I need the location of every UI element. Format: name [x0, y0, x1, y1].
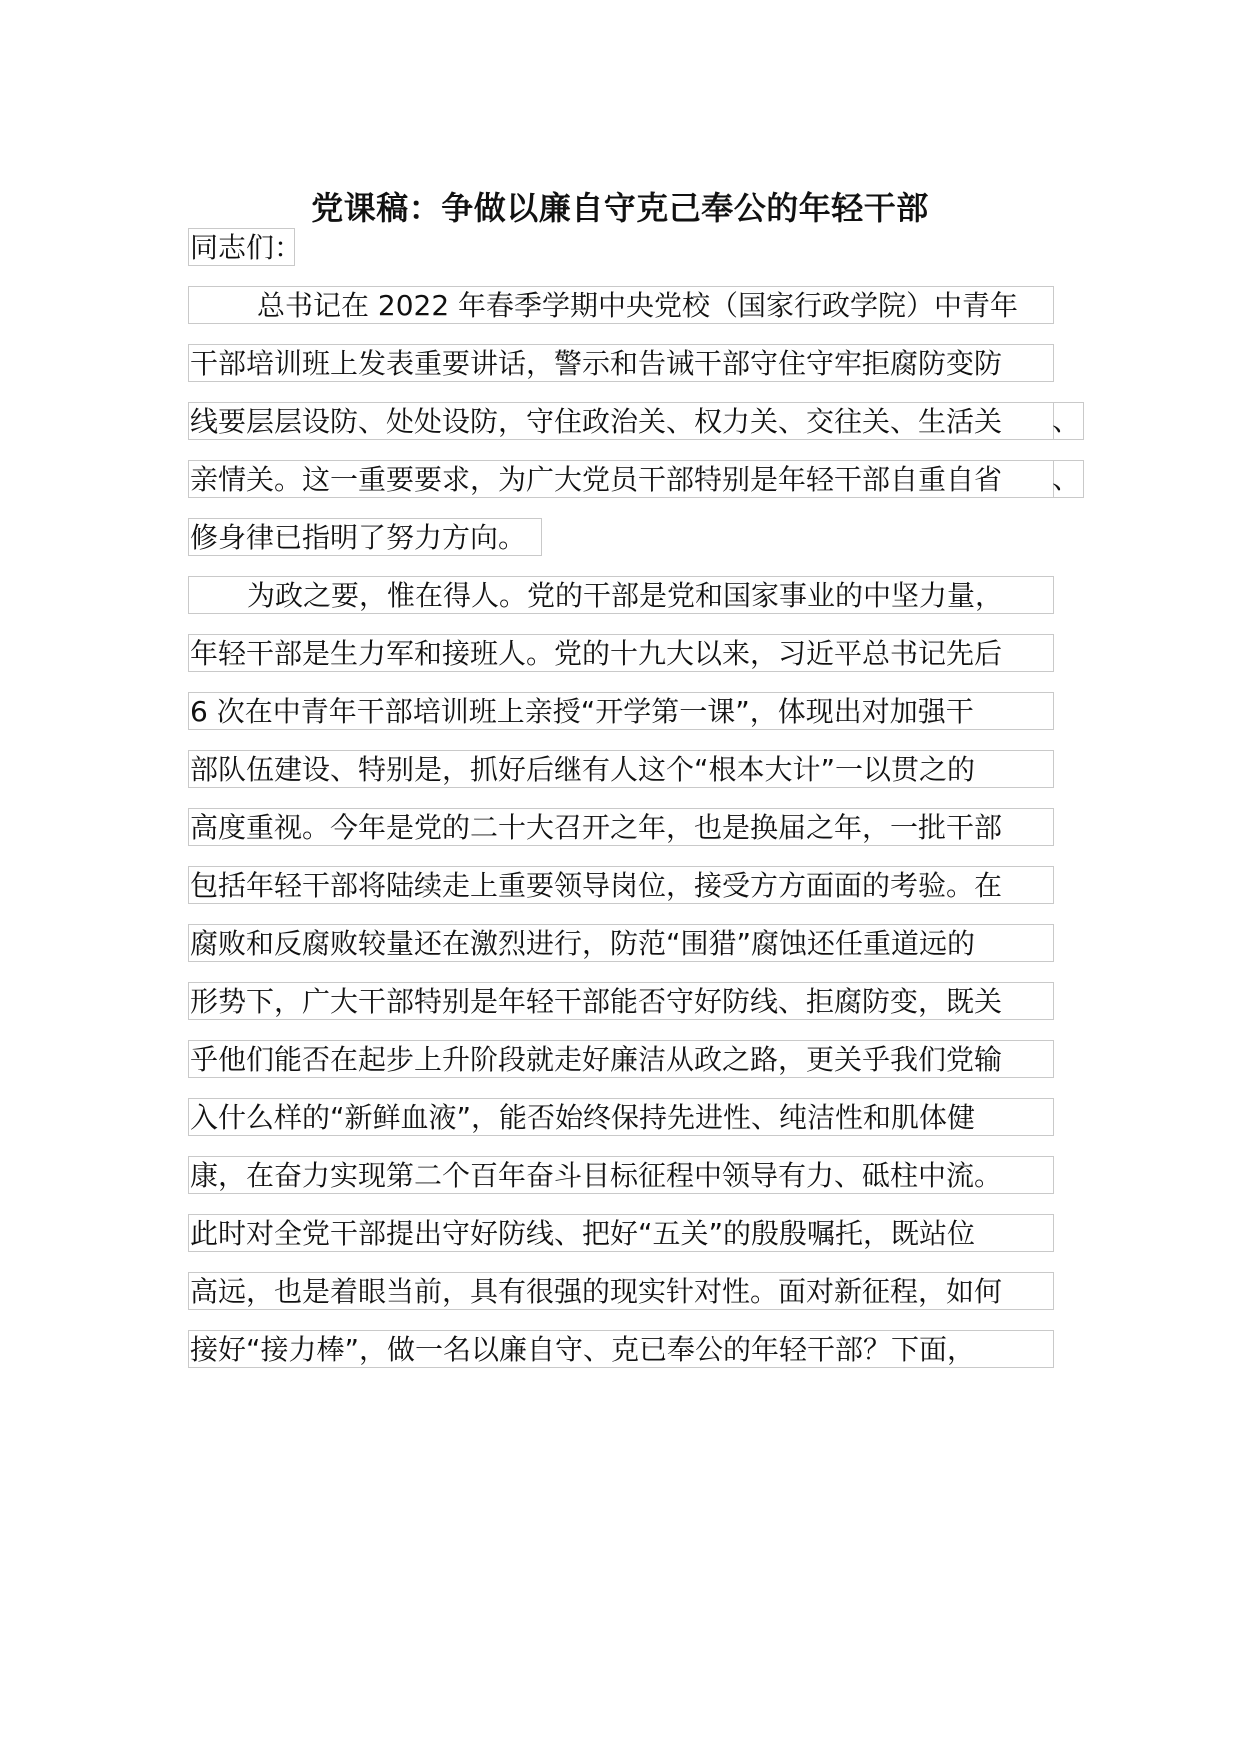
text-line: 入什么样的“新鲜血液”，能否始终保持先进性、纯洁性和肌体健: [188, 1098, 1054, 1136]
text-line: 此时对全党干部提出守好防线、把好“五关”的殷殷嘱托，既站位: [188, 1214, 1054, 1252]
text-line: 高远，也是着眼当前，具有很强的现实针对性。面对新征程，如何: [188, 1272, 1054, 1310]
text-line: 6 次在中青年干部培训班上亲授“开学第一课”，体现出对加强干: [188, 692, 1054, 730]
text-line: 部队伍建设、特别是，抓好后继有人这个“根本大计”一以贯之的: [188, 750, 1054, 788]
text-line: 年轻干部是生力军和接班人。党的十九大以来，习近平总书记先后: [188, 634, 1054, 672]
text-line: 干部培训班上发表重要讲话，警示和告诫干部守住守牢拒腐防变防: [188, 344, 1054, 382]
text-line: 腐败和反腐败较量还在激烈进行，防范“围猎”腐蚀还任重道远的: [188, 924, 1054, 962]
text-line: 为政之要，惟在得人。党的干部是党和国家事业的中坚力量，: [188, 576, 1054, 614]
overflow-mark: 、: [1052, 462, 1081, 495]
text-line: 乎他们能否在起步上升阶段就走好廉洁从政之路，更关乎我们党输: [188, 1040, 1054, 1078]
text-line: 形势下，广大干部特别是年轻干部能否守好防线、拒腐防变，既关: [188, 982, 1054, 1020]
text-line: 接好“接力棒”，做一名以廉自守、克已奉公的年轻干部？下面，: [188, 1330, 1054, 1368]
text-line: 修身律已指明了努力方向。: [188, 518, 542, 556]
text-line: 总书记在 2022 年春季学期中央党校（国家行政学院）中青年: [188, 286, 1054, 324]
text-line: 高度重视。今年是党的二十大召开之年，也是换届之年，一批干部: [188, 808, 1054, 846]
document-title: 党课稿：争做以廉自守克己奉公的年轻干部: [311, 189, 929, 227]
text-line: 线要层层设防、处处设防，守住政治关、权力关、交往关、生活关: [188, 402, 1054, 440]
text-line: 康，在奋力实现第二个百年奋斗目标征程中领导有力、砥柱中流。: [188, 1156, 1054, 1194]
text-line: 包括年轻干部将陆续走上重要领导岗位，接受方方面面的考验。在: [188, 866, 1054, 904]
overflow-mark: 、: [1052, 404, 1081, 437]
text-line: 亲情关。这一重要要求，为广大党员干部特别是年轻干部自重自省: [188, 460, 1054, 498]
salutation: 同志们：: [188, 228, 295, 266]
